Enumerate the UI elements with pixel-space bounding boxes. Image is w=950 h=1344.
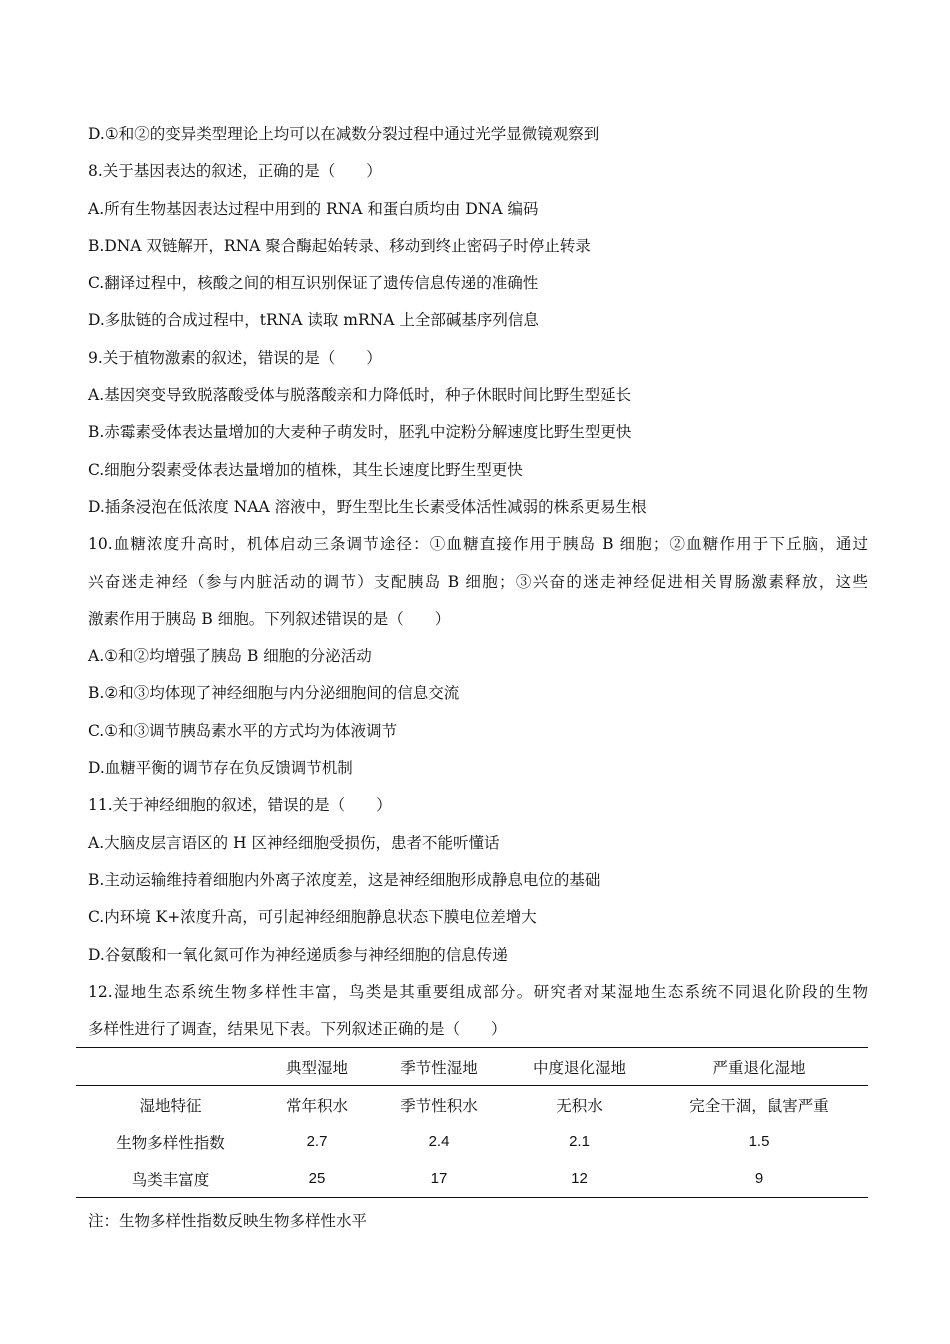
option-11c: C.内环境 K+浓度升高，可引起神经细胞静息状态下膜电位差增大 [88, 908, 537, 927]
question-8-stem: 8.关于基因表达的叙述，正确的是（ ） [88, 162, 382, 181]
table-row-label: 鸟类丰富度 [131, 1170, 210, 1189]
wetland-survey-table [76, 1047, 868, 1198]
table-row [76, 1160, 868, 1198]
question-10-stem-line-1: 10.血糖浓度升高时，机体启动三条调节途径：①血糖直接作用于胰岛 B 细胞；②血糖作用于下丘脑，通过 [88, 535, 868, 554]
option-11b: B.主动运输维持着细胞内外离子浓度差，这是神经细胞形成静息电位的基础 [88, 870, 601, 889]
option-8d: D.多肽链的合成过程中，tRNA 读取 mRNA 上全部碱基序列信息 [88, 311, 539, 330]
question-text [88, 116, 868, 1048]
table-cell: 常年积水 [285, 1096, 348, 1115]
option-10d: D.血糖平衡的调节存在负反馈调节机制 [88, 759, 353, 778]
option-8a: A.所有生物基因表达过程中用到的 RNA 和蛋白质均由 DNA 编码 [88, 199, 539, 218]
table-cell: 无积水 [556, 1096, 603, 1115]
question-9-stem: 9.关于植物激素的叙述，错误的是（ ） [88, 348, 382, 367]
table-cell: 9 [754, 1170, 764, 1187]
table-cell: 2.7 [306, 1133, 328, 1150]
option-9c: C.细胞分裂素受体表达量增加的植株，其生长速度比野生型更快 [88, 460, 523, 479]
table-header-cell [76, 1048, 265, 1086]
question-12-stem-line-1: 12.湿地生态系统生物多样性丰富，鸟类是其重要组成部分。研究者对某湿地生态系统不同退化阶段的生物 [88, 982, 868, 1001]
table-cell: 1.5 [748, 1133, 770, 1150]
table-header-cell: 季节性湿地 [400, 1058, 478, 1077]
table-row-label: 湿地特征 [139, 1096, 202, 1115]
table-header-cell: 中度退化湿地 [532, 1058, 626, 1077]
option-10c: C.①和③调节胰岛素水平的方式均为体液调节 [88, 721, 398, 740]
table-row [76, 1086, 868, 1124]
table-row [76, 1123, 868, 1160]
table-cell: 季节性积水 [400, 1096, 478, 1115]
option-10a: A.①和②均增强了胰岛 B 细胞的分泌活动 [88, 647, 372, 666]
table-header-row [76, 1048, 868, 1086]
table-cell: 完全干涸，鼠害严重 [689, 1096, 829, 1115]
question-11-stem: 11.关于神经细胞的叙述，错误的是（ ） [88, 796, 392, 815]
option-8c: C.翻译过程中，核酸之间的相互识别保证了遗传信息传递的准确性 [88, 274, 539, 293]
table-cell: 12 [571, 1170, 588, 1187]
option-10b: B.②和③均体现了神经细胞与内分泌细胞间的信息交流 [88, 684, 460, 703]
table-note: 注：生物多样性指数反映生物多样性水平 [88, 1212, 368, 1230]
table-row-label: 生物多样性指数 [116, 1133, 225, 1152]
option-9b: B.赤霉素受体表达量增加的大麦种子萌发时，胚乳中淀粉分解速度比野生型更快 [88, 423, 632, 442]
option-11a: A.大脑皮层言语区的 H 区神经细胞受损伤，患者不能听懂话 [88, 833, 500, 852]
question-10-stem-line-3: 激素作用于胰岛 B 细胞。下列叙述错误的是（ ） [88, 609, 451, 628]
table-cell: 17 [430, 1170, 448, 1187]
option-11d: D.谷氨酸和一氧化氮可作为神经递质参与神经细胞的信息传递 [88, 945, 508, 964]
option-7d: D.①和②的变异类型理论上均可以在减数分裂过程中通过光学显微镜观察到 [88, 125, 600, 143]
table-cell: 2.1 [569, 1133, 590, 1150]
question-12-stem-line-2: 多样性进行了调查，结果见下表。下列叙述正确的是（ ） [88, 1020, 507, 1039]
option-9a: A.基因突变导致脱落酸受体与脱落酸亲和力降低时，种子休眠时间比野生型延长 [88, 386, 632, 405]
option-8b: B.DNA 双链解开，RNA 聚合酶起始转录、移动到终止密码子时停止转录 [88, 236, 591, 255]
table-cell: 2.4 [428, 1133, 450, 1150]
table-header-cell: 严重退化湿地 [712, 1058, 806, 1077]
question-10-stem-line-2: 兴奋迷走神经（参与内脏活动的调节）支配胰岛 B 细胞；③兴奋的迷走神经促进相关胃肠激素释放，这些 [88, 572, 868, 591]
option-9d: D.插条浸泡在低浓度 NAA 溶液中，野生型比生长素受体活性减弱的株系更易生根 [88, 497, 647, 516]
table-header-cell: 典型湿地 [285, 1058, 348, 1077]
table-cell: 25 [308, 1170, 326, 1187]
